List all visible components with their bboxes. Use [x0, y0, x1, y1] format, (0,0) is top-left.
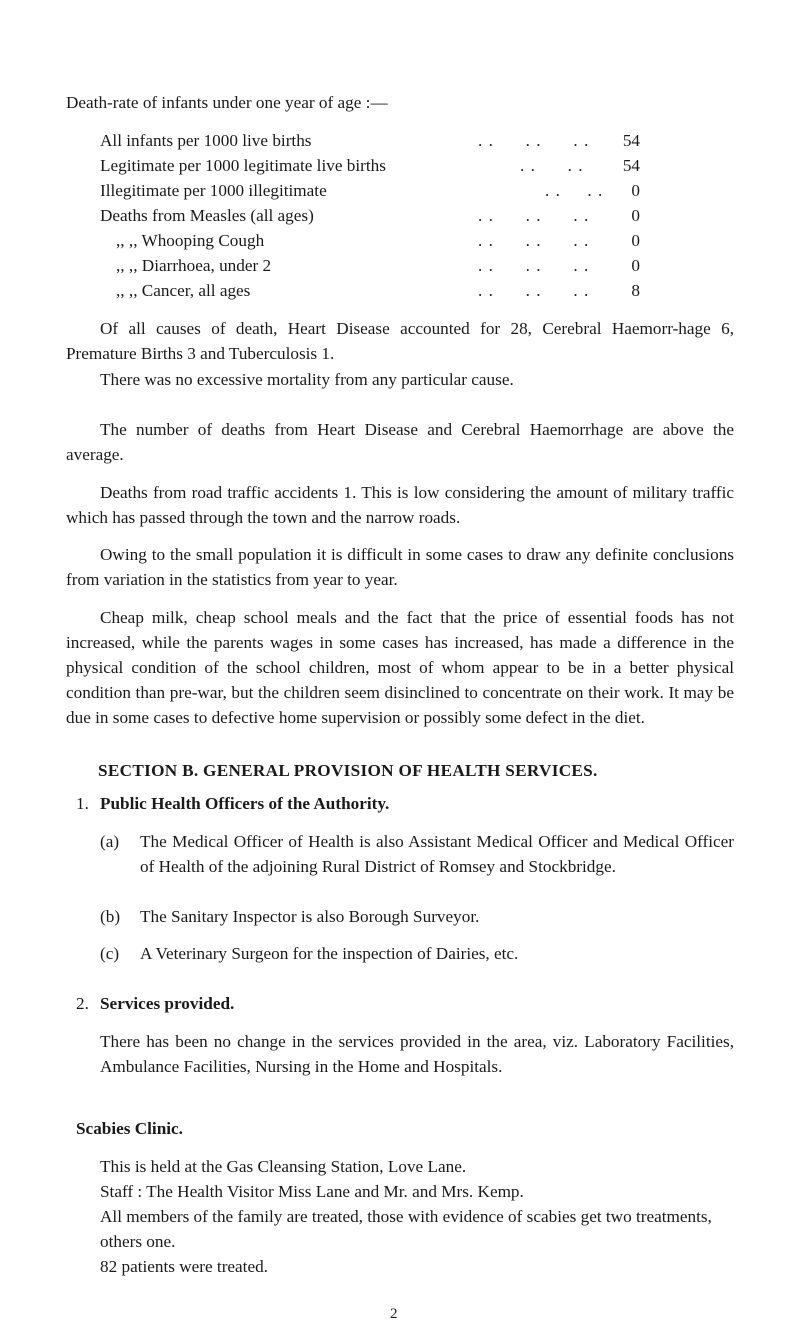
entry-letter: (a) [100, 832, 120, 851]
rate-row [100, 278, 640, 303]
entry-text [140, 941, 734, 966]
rate-row [100, 153, 640, 178]
paragraph-causes: Of all causes of death, Heart Disease accounted for 28, Cerebral Haemorr-hage 6, Premature Births 3 and Tuberculosis 1. [66, 319, 734, 363]
entry-a-text: The Medical Officer of Health is also Assistant Medical Officer and Medical Officer of Health of the adjoining Rural District of Romsey and Stockbridge. [140, 832, 734, 876]
infant-rates-heading: Death-rate of infants under one year of age :— [66, 93, 388, 112]
rate-value: 0 [631, 256, 640, 275]
rate-label: All infants per 1000 live births [100, 131, 312, 150]
rate-row [100, 203, 640, 228]
rate-label: Illegitimate per 1000 illegitimate [100, 181, 327, 200]
scabies-line: All members of the family are treated, those with evidence of scabies get two treatments, others one. [100, 1207, 712, 1251]
leader-dots: . . . . [520, 156, 584, 175]
item1-title: Public Health Officers of the Authority. [100, 794, 390, 813]
rate-label: Legitimate per 1000 legitimate live births [100, 156, 386, 175]
rate-value: 54 [622, 156, 640, 175]
rate-value: 0 [631, 206, 640, 225]
entry-letter: (c) [100, 944, 120, 963]
rate-row [100, 178, 640, 203]
entry-text [140, 904, 734, 929]
leader-dots: . . . . . . [478, 231, 590, 250]
scabies-line: 82 patients were treated. [100, 1257, 268, 1276]
rate-value: 54 [622, 131, 640, 150]
scabies-title: Scabies Clinic. [76, 1119, 183, 1138]
rate-row [100, 253, 640, 278]
item-number: 1. [76, 794, 89, 813]
scabies-line: This is held at the Gas Cleansing Station, Love Lane. [100, 1157, 467, 1176]
entry-letter: (b) [100, 907, 121, 926]
paragraph-no-excess: There was no excessive mortality from any particular cause. [100, 370, 514, 389]
leader-dots: . . . . . . [478, 256, 590, 275]
leader-dots: . . . . [545, 181, 604, 200]
rate-label: ,, ,, Whooping Cough [116, 231, 265, 250]
entry-c-text: A Veterinary Surgeon for the inspection of Dairies, etc. [140, 944, 519, 963]
entry-b-text: The Sanitary Inspector is also Borough Surveyor. [140, 907, 480, 926]
rate-row [100, 128, 640, 153]
rate-value: 0 [631, 181, 640, 200]
leader-dots: . . . . . . [478, 131, 590, 150]
leader-dots: . . . . . . [478, 206, 590, 225]
page-number: 2 [390, 1306, 398, 1322]
scabies-line: Staff : The Health Visitor Miss Lane and Mr. and Mrs. Kemp. [100, 1182, 524, 1201]
section-b-heading: SECTION B. GENERAL PROVISION OF HEALTH SERVICES. [98, 761, 598, 780]
rate-row [100, 228, 640, 253]
item-number: 2. [76, 994, 89, 1013]
item2-title: Services provided. [100, 994, 235, 1013]
rate-value: 8 [631, 281, 640, 300]
rate-label: ,, ,, Cancer, all ages [116, 281, 251, 300]
services-paragraph: There has been no change in the services provided in the area, viz. Laboratory Facilities, Ambulance Facilities, Nursing in the Home and Hospitals. [100, 1032, 734, 1076]
scabies-block [100, 1154, 734, 1279]
paragraph-above-average: The number of deaths from Heart Disease and Cerebral Haemorrhage are above the average. [66, 420, 734, 464]
leader-dots: . . . . . . [478, 281, 590, 300]
rate-label: Deaths from Measles (all ages) [100, 206, 314, 225]
services-text [100, 1029, 734, 1079]
paragraph-road-traffic: Deaths from road traffic accidents 1. This is low considering the amount of military traffic which has passed through the town and the narrow roads. [66, 483, 734, 527]
rate-value: 0 [631, 231, 640, 250]
entry-text [140, 829, 734, 879]
rate-label: ,, ,, Diarrhoea, under 2 [116, 256, 272, 275]
paragraph-cheap-milk: Cheap milk, cheap school meals and the fact that the price of essential foods has not increased, while the parents wages in some cases has increased, has made a difference in the physical condition of the school children, most of whom appear to be in a better physical condition than pre-war, but the children seem disinclined to concentrate on their work. It may be due in some cases to defective home supervision or possibly some defect in the diet. [66, 608, 734, 727]
paragraph-population: Owing to the small population it is difficult in some cases to draw any definite conclusions from variation in the statistics from year to year. [66, 545, 734, 589]
